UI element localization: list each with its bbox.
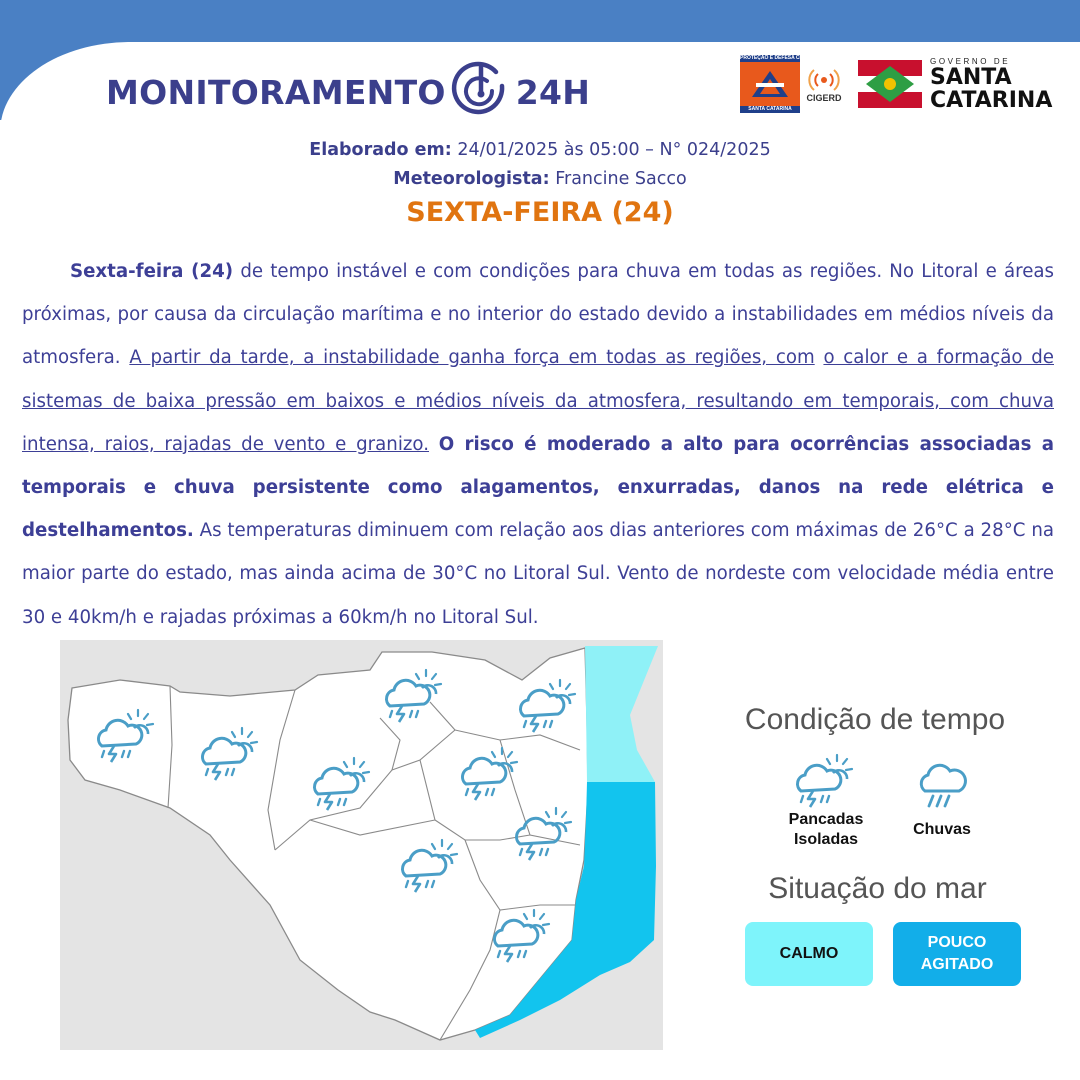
santa-catarina-map [60,640,663,1050]
bulletin-underlined-1: A partir da tarde, a instabilidade ganha força em todas as regiões, com [129,347,815,369]
sea-state-pouco-agitado: POUCO AGITADO [893,922,1021,986]
sea-zone-central [584,782,656,866]
weather-legend-title: Condição de tempo [744,703,1006,736]
bulletin-p2: As temperaturas diminuem com relação aos dias anteriores com máximas de 26°C a 28°C na maior parte do estado, mas ainda acima de 30°C no Litoral Sul. Vento de nordeste com velocidade média entre 30 e 40km/h e rajadas próximas a 60km/h no Litoral Sul. [22,520,1054,628]
sea-legend-title: Situação do mar [768,872,987,905]
bulletin-risk: O risco é moderado a alto para ocorrências associadas a temporais e chuva persistente como alagamentos, enxurradas, danos na rede elétrica e destelhamentos. [22,433,1054,542]
bulletin-lead: Sexta-feira (24) [70,261,234,282]
forecast-map [60,640,663,1050]
cigerd-emblem-icon [809,66,839,92]
sun-cloud-storm-icon [790,752,860,812]
partner-logos [740,54,1052,114]
day-title: SEXTA-FEIRA (24) [406,197,674,228]
elaborado-line [0,140,1080,160]
bulletin-p1: de tempo instável e com condições para chuva em todas as regiões. No Litoral e áreas próximas, por causa da circulação marítima e no interior do estado devido a instabilidades em médios níveis da atmosfera. [22,261,1055,369]
cloud-rain-icon [915,765,971,813]
bulletin-text [22,250,1054,639]
meteorologista-line [0,169,1080,189]
gov-big-label-1: SANTA [930,64,1012,90]
monitoramento-logo [106,62,590,122]
legend-pancadas-label: Pancadas Isoladas [788,811,864,848]
logo-text-left: MONITORAMENTO [106,72,446,112]
gov-big-label-2: CATARINA [930,87,1053,113]
elaborado-value: 24/01/2025 às 05:00 – N° 024/2025 [457,140,771,160]
gov-small-label: GOVERNO DE [930,56,1011,66]
elaborado-label: Elaborado em: [309,140,452,160]
cigerd-label: CIGERD [806,92,842,103]
radar-icon [450,61,512,123]
meteorologista-label: Meteorologista: [393,169,550,189]
defesa-civil-emblem-icon [750,69,790,99]
legend-chuvas-label: Chuvas [913,821,971,838]
cigerd-logo [804,66,844,103]
defesa-civil-logo [740,55,809,113]
governo-sc-logo [858,57,1052,112]
meteorologista-value: Francine Sacco [555,169,687,189]
bulletin-underlined-2: o calor e a formação de sistemas de baixa pressão em baixos e médios níveis da atmosfera, resultando em temporais, com chuva intensa, raios, rajadas de vento e granizo. [22,347,1054,455]
logo-text-right: 24H [515,72,591,112]
sea-zone-north [585,646,658,782]
santa-catarina-flag-icon [858,60,922,108]
defesa-civil-label: PROTEÇÃO E DEFESA CIVIL [740,55,809,61]
state-shape [68,648,588,1040]
sea-state-calmo: CALMO [745,922,873,986]
defesa-civil-state-label: SANTA CATARINA [740,106,800,113]
